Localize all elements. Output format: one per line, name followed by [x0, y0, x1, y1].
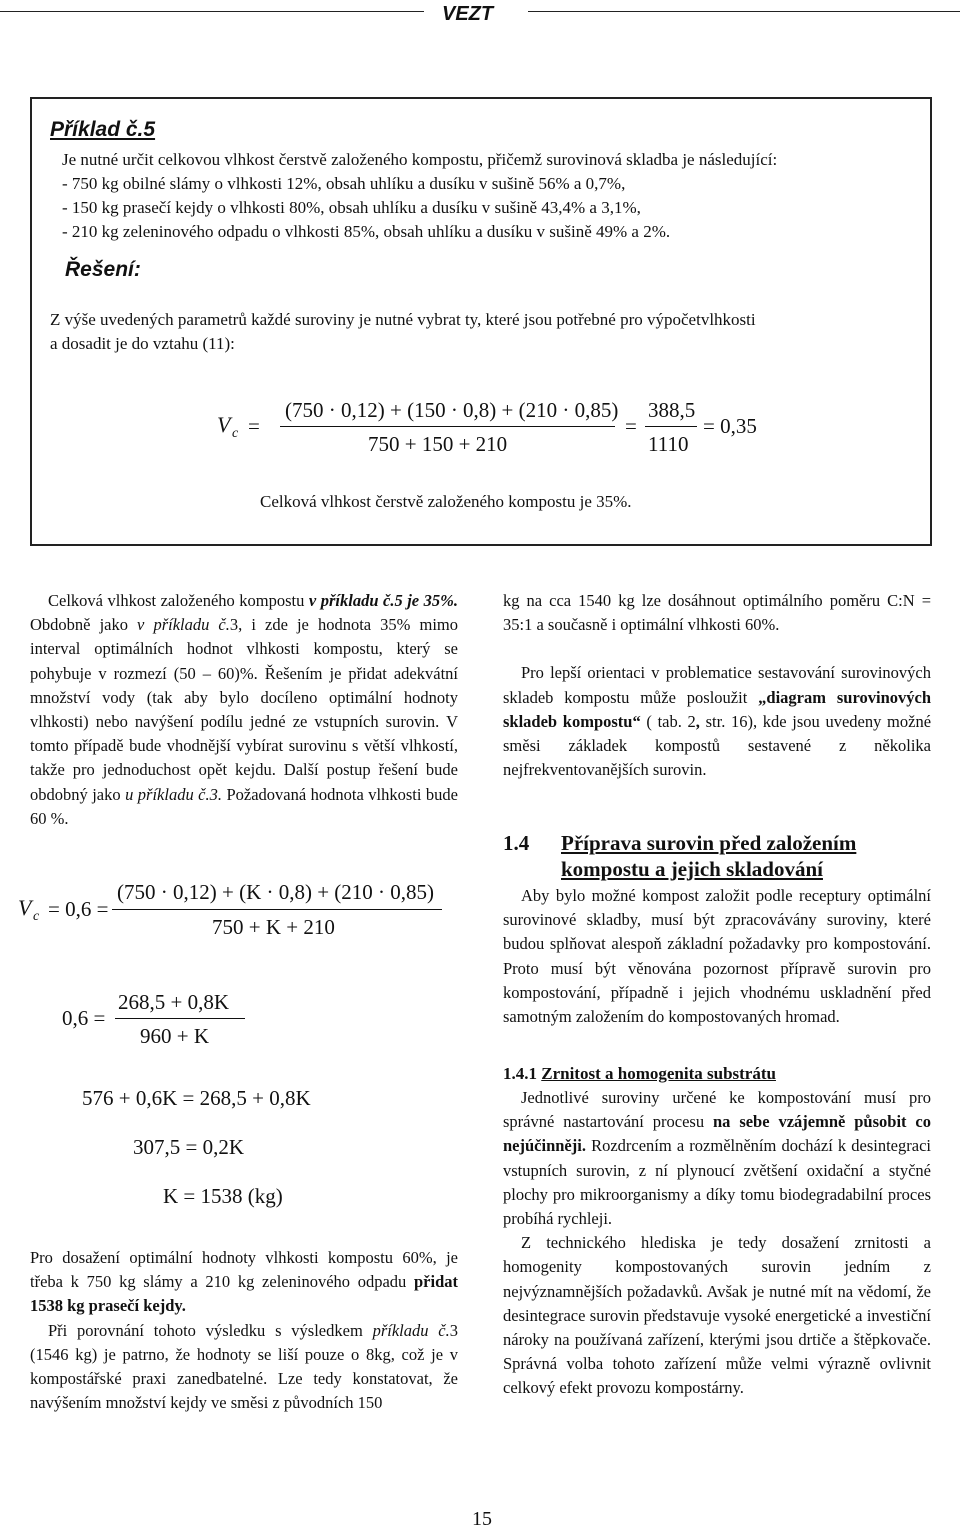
formula-numerator: (750 · 0,12) + (150 · 0,8) + (210 · 0,85) — [285, 398, 619, 422]
header-rule-left — [0, 11, 424, 12]
eq1-denominator: 750 + K + 210 — [212, 915, 335, 939]
formula-v-sub: c — [232, 426, 239, 441]
lc-p3-b: příkladu č. — [372, 1320, 450, 1340]
logo-text: VEZT — [442, 3, 494, 24]
eq1-numerator: (750 · 0,12) + (K · 0,8) + (210 · 0,85) — [117, 880, 435, 904]
eq1-v-sub: c — [33, 909, 40, 924]
eq2-numerator: 268,5 + 0,8K — [118, 990, 230, 1014]
lc-p1-b: v příkladu č.5 je 35%. — [308, 591, 458, 610]
lc-p1-g: Požadovaná hodnota vlhkosti bude 60 %. — [30, 784, 458, 828]
h141-number: 1.4.1 — [503, 1064, 537, 1083]
formula-fraction-bar — [280, 426, 615, 427]
example-item-2: - 150 kg prasečí kejdy o vlhkosti 80%, obsah uhlíku a dusíku v sušině 43,4% a 3,1%, — [62, 198, 641, 217]
rc-p5: Z technického hlediska je tedy dosažení zrnitosti a homogenity kompostovaných surovin jedním z nejvýznamnějších požadavků. Avšak je nutné mít na vědomí, že desintegrace surovin představuje vysoké energetické a investiční nároky na používaná zařízení, kterými jsou drtiče a štěpkovače. Správná volba tohoto zařízení může velmi výrazně ovlivnit celkový efekt provozu kompostárny. — [503, 1233, 931, 1398]
example-intro: Je nutné určit celkovou vlhkost čerstvě založeného kompostu, přičemž surovinová skladba je následující: — [62, 150, 778, 169]
solution-title: Řešení: — [65, 258, 141, 281]
rc-p3: Aby bylo možné kompost založit podle receptury optimální surovinové skladby, musí být zpracovávány suroviny, které budou splňovat alespoň základní požadavky pro kompostování. Proto musí být věnována pozornost přípravě surovin pro kompostování, případně i jejich vhodnému uskladnění před samotným založením do kompostovaných hromad. — [503, 886, 931, 1027]
right-column — [503, 589, 931, 782]
rc-p4-a: Jednotlivé suroviny určené ke kompostování musí pro správné nastartování procesu — [503, 1088, 931, 1132]
h14-number: 1.4 — [503, 831, 530, 855]
formula-den2: 1110 — [648, 432, 689, 456]
lc-p2-b: přidat 1538 kg prasečí kejdy. — [30, 1272, 458, 1316]
formula-v: V — [217, 412, 231, 437]
lc-p3-a: Při porovnání tohoto výsledku s výsledkem — [48, 1320, 373, 1340]
rc-p2-d: , — [695, 711, 706, 731]
formula-num2: 388,5 — [648, 398, 696, 422]
eq2-denominator: 960 + K — [140, 1024, 210, 1048]
eq1-v: V — [18, 895, 32, 920]
example-title: Příklad č.5 — [50, 118, 156, 141]
eq4: 307,5 = 0,2K — [133, 1135, 245, 1159]
page-number: 15 — [472, 1508, 492, 1530]
example-conclusion: Celková vlhkost čerstvě založeného kompostu je 35%. — [260, 492, 632, 511]
h141-title: Zrnitost a homogenita substrátu — [541, 1064, 776, 1083]
right-paragraph-4 — [503, 1086, 931, 1401]
eq2-lhs: 0,6 = — [62, 1006, 106, 1030]
formula-result: = 0,35 — [703, 414, 757, 438]
left-paragraph-2 — [30, 1246, 458, 1415]
lc-p1-e: 3, i zde je hodnota 35% mimo interval optimálních hodnot vlhkosti kompostu, který se pohybuje v rozmezí (50 – 60)%. Řešením je přidat adekvátní množství vody (tak aby bylo docíleno optimální hodnoty vlhkosti) nebo navýšení podílu jedné ze vstupních surovin. V tomto případě bude vhodnější vybírat surovinu s větší vlhkostí, takže pro jednoduchost opět kejdu. Další postup řešení bude obdobný jako — [30, 615, 459, 804]
eq5: K = 1538 (kg) — [163, 1184, 283, 1208]
eq1-lhs: = 0,6 = — [48, 897, 109, 921]
lc-p1-c: Obdobně jako — [30, 615, 138, 635]
rc-p2-e: str. 16), kde jsou uvedeny možné směsi základek kompostů sestavené z několika nejfrekventovanějších surovin. — [503, 711, 932, 780]
rc-p4-c: Rozdrcením a rozmělněním dochází k desintegraci vstupních surovin, z ní plynoucí zvětšení oxidační a styčné plochy pro mikroorganismy a díky tomu biodegradabilní proces probíhá rychleji. — [503, 1136, 931, 1229]
formula-fraction-bar-2 — [645, 426, 697, 427]
left-paragraph-1 — [30, 589, 458, 831]
lc-p2-a: Pro dosažení optimální hodnoty vlhkosti kompostu 60%, je třeba k 750 kg slámy a 210 kg zeleninového odpadu — [30, 1248, 458, 1292]
solution-text-2: a dosadit je do vztahu (11): — [50, 334, 235, 353]
h14-title: Příprava surovin před založením kompostu a jejich skladování — [561, 831, 857, 881]
rc-p4-b: na sebe vzájemně působit co nejúčinněji. — [503, 1112, 932, 1156]
rc-p2-b: „diagram surovinových skladeb kompostu“ — [503, 687, 931, 731]
eq1-fraction-bar — [112, 909, 442, 910]
rc-p2-c: ( tab. 2 — [640, 711, 696, 731]
vezt-logo — [440, 2, 512, 24]
section-heading-1-4 — [503, 830, 933, 882]
section-heading-1-4-1 — [503, 1064, 776, 1084]
lc-p3-c: 3 (1546 kg) je patrno, že hodnoty se liší pouze o 8kg, což je v kompostářské praxi zanedbatelné. Lze tedy konstatovat, že navýšením množství kejdy ve směsi z původních 150 — [30, 1320, 458, 1413]
rc-p2-a: Pro lepší orientaci v problematice sestavování surovinových skladeb kompostu může posloužit — [503, 663, 931, 707]
eq2-fraction-bar — [115, 1018, 245, 1019]
right-paragraph-3 — [503, 884, 931, 1029]
lc-p1-d: v příkladu č. — [137, 615, 230, 635]
example-item-1: - 750 kg obilné slámy o vlhkosti 12%, obsah uhlíku a dusíku v sušině 56% a 0,7%, — [62, 174, 626, 193]
formula-eq-1: = — [248, 414, 260, 438]
eq3: 576 + 0,6K = 268,5 + 0,8K — [82, 1086, 311, 1110]
solution-text-1: Z výše uvedených parametrů každé suroviny je nutné vybrat ty, které jsou potřebné pro výpočetvlhkosti — [50, 310, 756, 329]
formula-denominator: 750 + 150 + 210 — [368, 432, 508, 456]
header-rule-right — [528, 11, 960, 12]
lc-p1-a: Celková vlhkost založeného kompostu — [48, 591, 309, 610]
lc-p1-f: u příkladu č.3. — [125, 784, 223, 804]
example-item-3: - 210 kg zeleninového odpadu o vlhkosti 85%, obsah uhlíku a dusíku v sušině 49% a 2%. — [62, 222, 671, 241]
formula-eq-2: = — [625, 414, 637, 438]
rc-p1: kg na cca 1540 kg lze dosáhnout optimálního poměru C:N = 35:1 a současně i optimální vlhkosti 60%. — [503, 591, 931, 635]
